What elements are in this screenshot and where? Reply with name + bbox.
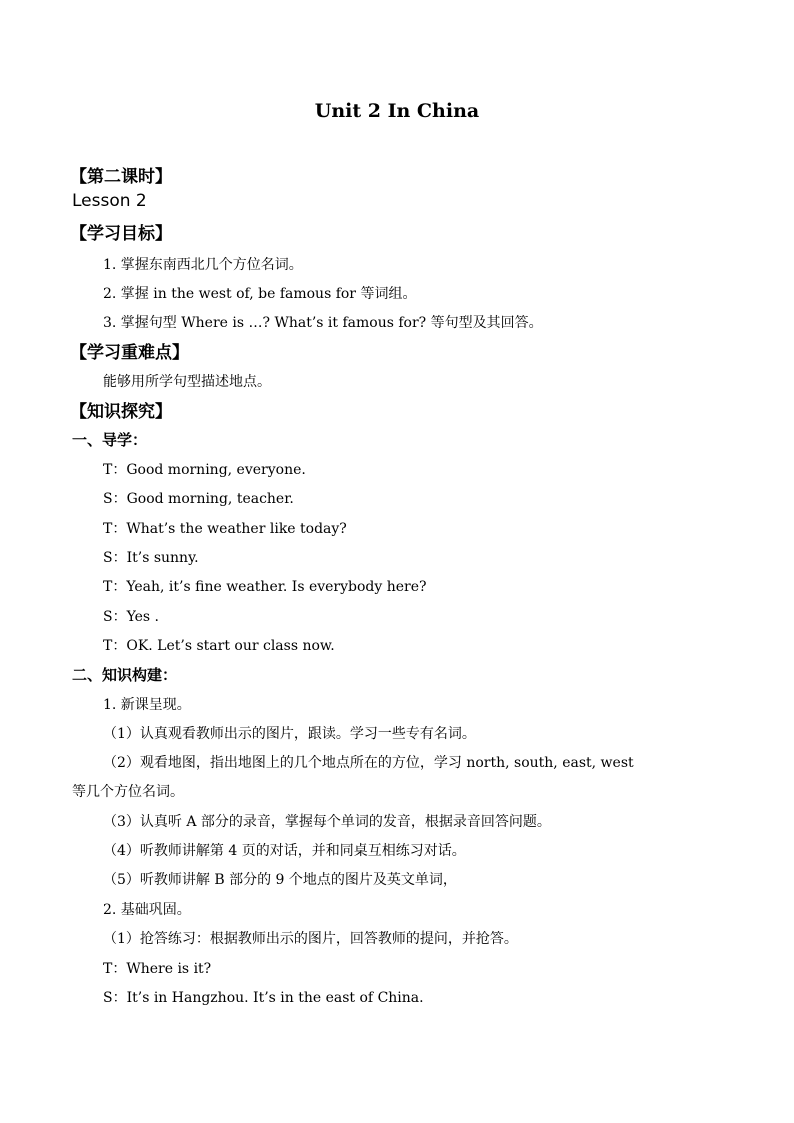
step-item: （1）认真观看教师出示的图片，跟读。学习一些专有名词。 [103, 726, 476, 742]
dialogue-line: S：Good morning, teacher. [103, 491, 294, 507]
part2-heading: 二、知识构建： [72, 666, 178, 684]
new-lesson-label: 1. 新课呈现。 [103, 697, 191, 713]
exploration-heading: 【知识探究】 [70, 402, 172, 422]
step-item: （3）认真听 A 部分的录音，掌握每个单词的发音，根据录音回答问题。 [103, 814, 551, 830]
difficulty-text: 能够用所学句型描述地点。 [103, 374, 271, 390]
part1-heading: 一、导学： [72, 431, 148, 449]
step-item: （5）听教师讲解 B 部分的 9 个地点的图片及英文单词， [103, 872, 457, 888]
practice-item: （1）抢答练习：根据教师出示的图片，回答教师的提问，并抢答。 [103, 931, 518, 947]
dialogue-line: S：It’s in Hangzhou. It’s in the east of China. [103, 990, 424, 1006]
difficulty-heading: 【学习重难点】 [70, 343, 189, 363]
dialogue-line: T：Good morning, everyone. [103, 462, 306, 478]
objectives-heading: 【学习目标】 [70, 224, 172, 244]
document-title: Unit 2 In China [314, 100, 480, 122]
lesson-label: Lesson 2 [72, 191, 147, 211]
objective-item: 3. 掌握句型 Where is …? What’s it famous for? 等句型及其回答。 [103, 315, 543, 331]
step-item-continuation: 等几个方位名词。 [72, 784, 184, 800]
dialogue-line: T：Yeah, it’s fine weather. Is everybody here? [103, 579, 427, 595]
step-item: （2）观看地图，指出地图上的几个地点所在的方位，学习 north, south, east, west [103, 755, 634, 771]
step-item: （4）听教师讲解第 4 页的对话，并和同桌互相练习对话。 [103, 843, 466, 859]
dialogue-line: T：OK. Let’s start our class now. [103, 638, 335, 654]
consolidation-label: 2. 基础巩固。 [103, 902, 191, 918]
dialogue-line: S：Yes . [103, 609, 159, 625]
objective-item: 2. 掌握 in the west of, be famous for 等词组。 [103, 286, 417, 302]
dialogue-line: S：It’s sunny. [103, 550, 199, 566]
objective-item: 1. 掌握东南西北几个方位名词。 [103, 257, 303, 273]
dialogue-line: T：Where is it? [103, 961, 212, 977]
lesson-period-heading: 【第二课时】 [70, 167, 172, 187]
dialogue-line: T：What’s the weather like today? [103, 521, 347, 537]
